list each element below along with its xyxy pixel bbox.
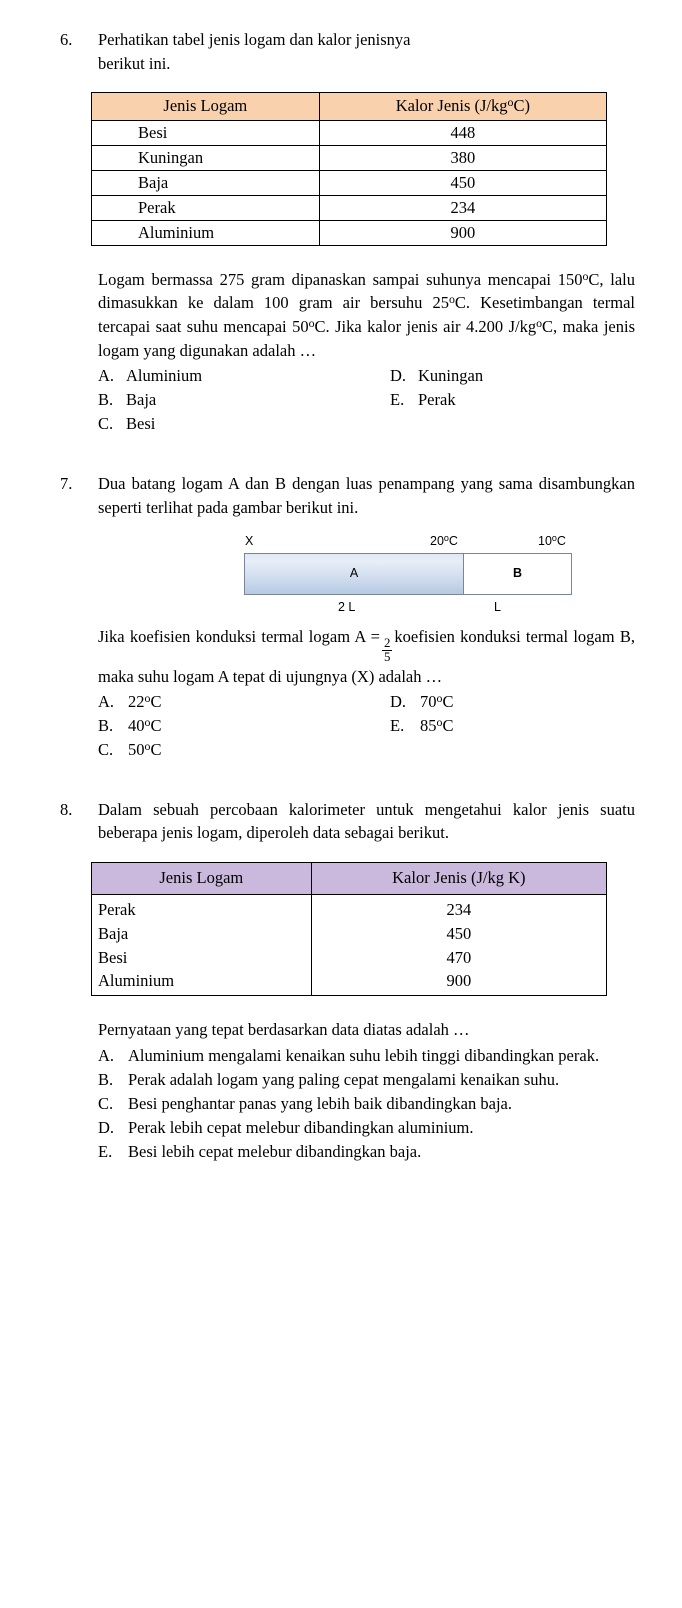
question-6-stem-line1: Perhatikan tabel jenis logam dan kalor jenisnya [98, 30, 411, 49]
question-7-options [98, 690, 635, 762]
metal-specific-heat-table-2 [91, 862, 607, 996]
table1-header-kalor-jenis-pre: Kalor Jenis (J/kg [395, 96, 508, 116]
table1-row0-value: 448 [319, 121, 606, 146]
q7-body-b: koefisien konduksi termal logam B, maka suhu logam A tepat di ujungnya (X) adalah … [98, 627, 635, 686]
option-6-c-text: Besi [126, 414, 156, 434]
table1-row1-value: 380 [319, 146, 606, 171]
option-7-b[interactable] [98, 714, 390, 738]
q6-body-b: C, lalu dimasukkan ke dalam 100 gram air bersuhu 25 [98, 269, 635, 313]
conduction-rod-diagram [55, 533, 635, 625]
option-8-a[interactable] [98, 1044, 635, 1068]
diagram-rod-a [244, 553, 464, 595]
table1-header-kalor-jenis [319, 93, 606, 121]
option-7-d[interactable] [390, 690, 635, 714]
option-7-e[interactable] [390, 714, 635, 738]
option-8-c-text: Besi penghantar panas yang lebih baik dibandingkan baja. [128, 1093, 512, 1113]
q7-body-a: Jika koefisien konduksi termal logam A = [98, 627, 380, 647]
question-8-body-text: Pernyataan yang tepat berdasarkan data diatas adalah … [98, 1020, 470, 1040]
table2-row0-name: Perak [92, 894, 312, 921]
table1-row0-name: Besi [92, 121, 320, 146]
option-8-a-text: Aluminium mengalami kenaikan suhu lebih tinggi dibandingkan perak. [128, 1045, 600, 1065]
question-7-number: 7. [60, 473, 73, 493]
option-8-c[interactable] [98, 1092, 635, 1116]
question-8-body [98, 1018, 635, 1163]
table2-row2-name: Besi [92, 946, 312, 970]
diagram-rod-b-label: B [512, 566, 523, 581]
option-7-b-unit: C [150, 716, 162, 736]
option-6-a[interactable] [98, 364, 390, 388]
option-6-b[interactable] [98, 388, 390, 412]
option-grid-empty-cell [390, 738, 635, 762]
option-8-e-letter: E. [98, 1141, 113, 1161]
option-8-e-text: Besi lebih cepat melebur dibandingkan baja. [128, 1141, 422, 1161]
option-6-e-text: Perak [418, 390, 456, 410]
question-6-body [98, 268, 635, 436]
table-row [92, 894, 607, 921]
option-7-a-value: 22 [128, 692, 145, 712]
table-row [92, 195, 607, 220]
table-header-row [92, 863, 607, 895]
option-8-e[interactable] [98, 1140, 635, 1164]
question-6-options [98, 364, 635, 436]
degree-symbol-icon: o [582, 268, 589, 283]
question-7 [0, 472, 682, 762]
question-7-stem [98, 472, 635, 519]
option-8-b[interactable] [98, 1068, 635, 1092]
question-8-table-wrap [55, 862, 635, 996]
option-7-d-unit: C [442, 692, 454, 712]
degree-symbol-icon: o [144, 691, 151, 706]
table1-row3-value: 234 [319, 195, 606, 220]
question-8-stem-row [55, 798, 635, 845]
table-row [92, 922, 607, 946]
fraction-denominator: 5 [383, 650, 391, 665]
diagram-label-temp-right [538, 533, 566, 551]
option-7-d-text [420, 690, 635, 714]
table1-row2-name: Baja [92, 171, 320, 196]
table-header-row [92, 93, 607, 121]
q6-body-a: Logam bermassa 275 gram dipanaskan sampai suhunya mencapai 150 [98, 269, 583, 289]
option-6-d[interactable] [390, 364, 635, 388]
degree-symbol-icon: o [144, 738, 151, 753]
option-8-a-letter: A. [98, 1045, 115, 1065]
diagram-rods [244, 553, 572, 595]
table2-row2-value: 470 [311, 946, 606, 970]
question-6-stem-row [55, 28, 635, 75]
option-8-d-text: Perak lebih cepat melebur dibandingkan aluminium. [128, 1117, 474, 1137]
option-7-e-value: 85 [420, 716, 437, 736]
diagram-label-x: X [245, 534, 254, 549]
degree-symbol-icon: o [436, 691, 443, 706]
option-7-c-value: 50 [128, 739, 145, 759]
option-6-b-letter: B. [98, 390, 114, 410]
diagram-rod-b [464, 553, 572, 595]
spacer [0, 762, 682, 798]
option-6-d-letter: D. [390, 366, 407, 386]
table1-row2-value: 450 [319, 171, 606, 196]
table-row [92, 121, 607, 146]
table2-row1-name: Baja [92, 922, 312, 946]
table1-header-jenis-logam: Jenis Logam [92, 93, 320, 121]
degree-symbol-icon: o [448, 292, 455, 307]
degree-symbol-icon: o [308, 316, 315, 331]
question-6-stem-text [98, 28, 635, 75]
table1-row3-name: Perak [92, 195, 320, 220]
option-7-a-letter: A. [98, 692, 115, 712]
spacer [0, 436, 682, 472]
option-8-b-text: Perak adalah logam yang paling cepat mengalami kenaikan suhu. [128, 1069, 560, 1089]
option-6-e-letter: E. [390, 390, 405, 410]
question-8-stem-text: Dalam sebuah percobaan kalorimeter untuk mengetahui kalor jenis suatu beberapa jenis logam, diperoleh data sebagai berikut. [98, 799, 635, 843]
option-6-d-text: Kuningan [418, 366, 484, 386]
diagram-length-a: 2 L [338, 600, 356, 615]
top-margin [0, 0, 682, 28]
option-6-c[interactable] [98, 412, 390, 436]
option-7-e-letter: E. [390, 716, 405, 736]
option-6-a-text: Aluminium [126, 366, 203, 386]
option-6-c-letter: C. [98, 414, 114, 434]
option-7-d-value: 70 [420, 692, 437, 712]
question-6 [0, 28, 682, 436]
question-8-number: 8. [60, 799, 73, 819]
option-6-a-letter: A. [98, 366, 115, 386]
question-7-stem-row [55, 472, 635, 519]
question-7-body [98, 625, 635, 762]
degree-symbol-icon: o [443, 533, 449, 544]
option-8-d-letter: D. [98, 1117, 115, 1137]
option-8-d[interactable] [98, 1116, 635, 1140]
diagram-temp-right-value: 10 [538, 534, 552, 549]
option-7-e-unit: C [442, 716, 454, 736]
diagram-temp-right-unit: C [556, 534, 566, 549]
question-8 [0, 798, 682, 1164]
question-8-options [98, 1044, 635, 1164]
table-row [92, 146, 607, 171]
degree-symbol-icon: o [551, 533, 557, 544]
table1-row1-name: Kuningan [92, 146, 320, 171]
question-6-stem-line2: berikut ini. [98, 53, 171, 73]
diagram-rod-a-label: A [349, 566, 359, 581]
question-8-stem [98, 798, 635, 845]
option-7-b-letter: B. [98, 716, 114, 736]
spacer [55, 246, 635, 268]
table2-row0-value: 234 [311, 894, 606, 921]
table-row [92, 220, 607, 245]
spacer [55, 996, 635, 1018]
option-6-b-text: Baja [126, 390, 157, 410]
diagram-temp-junction-unit: C [448, 534, 458, 549]
question-7-body-text [98, 625, 635, 688]
q6-body-e: C, maka jenis logam yang digunakan adalah … [98, 317, 635, 360]
table2-row1-value: 450 [311, 922, 606, 946]
fraction-numerator: 2 [383, 636, 391, 651]
degree-symbol-icon: o [507, 95, 514, 110]
table2-header-jenis-logam: Jenis Logam [92, 863, 312, 895]
option-7-c-text [128, 738, 390, 762]
option-7-d-letter: D. [390, 692, 407, 712]
option-7-c-letter: C. [98, 739, 114, 759]
option-7-a-unit: C [150, 692, 162, 712]
option-7-c-unit: C [150, 739, 162, 759]
option-8-c-letter: C. [98, 1093, 114, 1113]
question-6-table-wrap [55, 92, 635, 246]
option-6-e[interactable] [390, 388, 635, 412]
diagram-temp-junction-value: 20 [430, 534, 444, 549]
fraction-two-fifths [382, 637, 392, 665]
degree-symbol-icon: o [436, 715, 443, 730]
option-7-c[interactable] [98, 738, 390, 762]
diagram-length-labels [244, 599, 572, 619]
option-8-b-letter: B. [98, 1069, 114, 1089]
option-7-a[interactable] [98, 690, 390, 714]
question-6-stem [98, 28, 635, 75]
table-row [92, 969, 607, 995]
option-7-b-text [128, 714, 390, 738]
degree-symbol-icon: o [536, 316, 543, 331]
table2-row3-value: 900 [311, 969, 606, 995]
q6-body-c: C. Kesetimbangan termal tercapai saat suhu mencapai 50 [98, 293, 635, 336]
table-row [92, 171, 607, 196]
table1-row4-name: Aluminium [92, 220, 320, 245]
table2-header-kalor-jenis: Kalor Jenis (J/kg K) [311, 863, 606, 895]
q6-body-d: C. Jika kalor jenis air 4.200 J/kg [314, 317, 537, 336]
table-row [92, 946, 607, 970]
option-7-b-value: 40 [128, 716, 145, 736]
table1-row4-value: 900 [319, 220, 606, 245]
degree-symbol-icon: o [144, 715, 151, 730]
question-6-number: 6. [60, 30, 73, 49]
metal-specific-heat-table-1 [91, 92, 607, 246]
option-grid-empty-cell [390, 412, 635, 436]
table2-row3-name: Aluminium [92, 969, 312, 995]
diagram-label-temp-junction [430, 533, 458, 551]
table1-header-kalor-jenis-post: C) [513, 96, 530, 116]
question-7-stem-text: Dua batang logam A dan B dengan luas penampang yang sama disambungkan seperti terlihat pada gambar berikut ini. [98, 473, 635, 517]
option-7-e-text [420, 714, 635, 738]
diagram-length-b: L [494, 600, 501, 615]
question-6-body-text [98, 268, 635, 362]
option-7-a-text [128, 690, 390, 714]
